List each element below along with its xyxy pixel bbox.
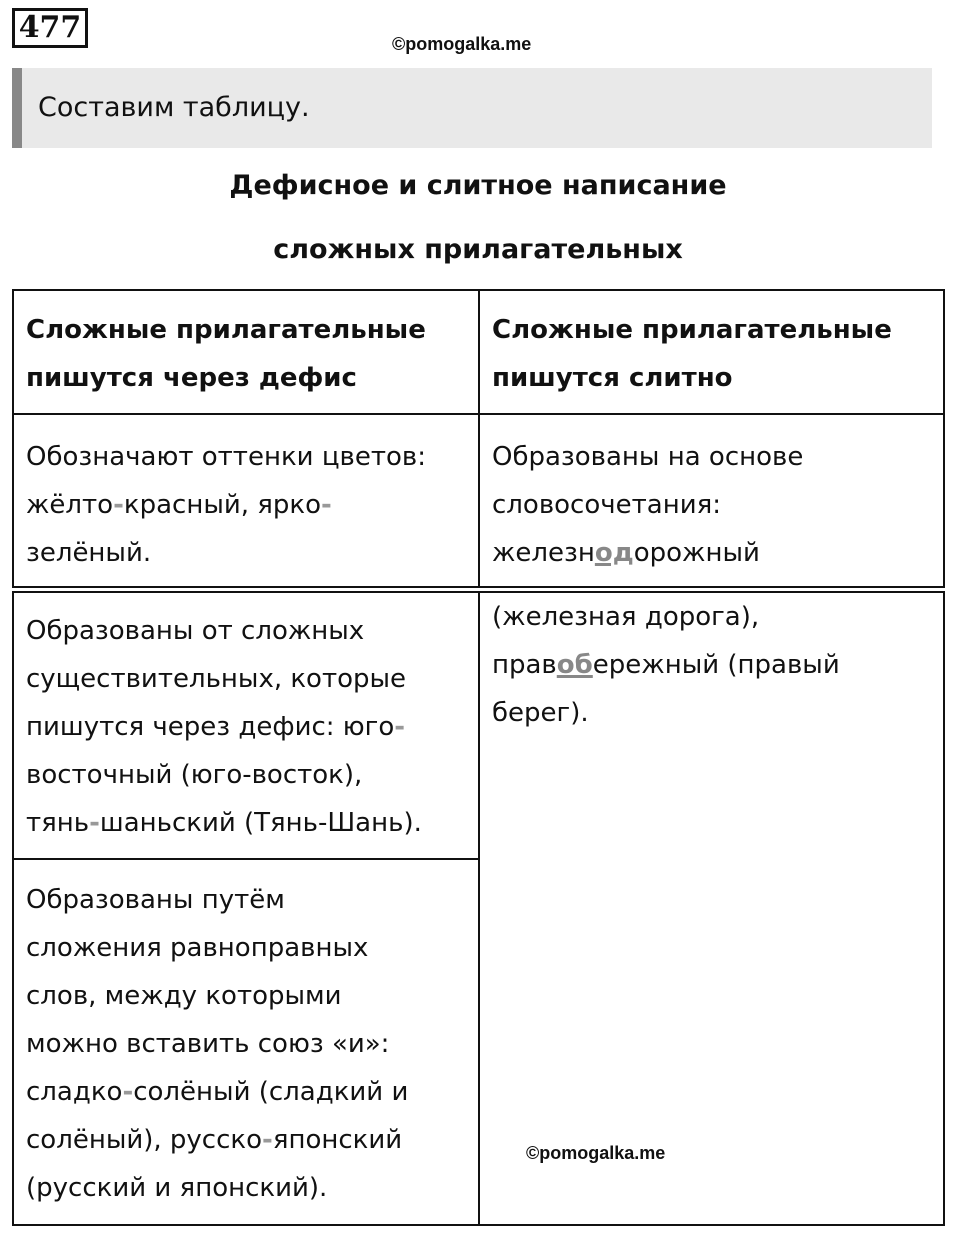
hyphen-mark: - [89,808,100,838]
word-part: прав [492,650,557,680]
hyphen-mark: - [113,490,124,520]
watermark-bottom: ©pomogalka.me [526,1143,666,1163]
left-cell-equal-line-7: (русский и японский). [26,1173,328,1203]
right-cell-continued-line-1: (железная дорога), [492,602,760,632]
left-cell-colors-line-3: зелёный. [26,538,152,568]
word-part: солёный), русско [26,1125,263,1155]
left-cell-nouns [12,591,480,860]
task-number: 477 [12,8,88,48]
table-title-line-1: Дефисное и слитное написание [229,170,727,201]
watermark-top: ©pomogalka.me [392,34,532,54]
left-cell-nouns-line-5 [26,799,466,847]
right-cell-phrase-line-2: словосочетания: [492,490,721,520]
header-solid-line-2: пишутся слитно [492,363,733,393]
hyphen-mark: - [262,1125,273,1155]
left-cell-colors-line-1: Обозначают оттенки цветов: [26,442,426,472]
left-cell-colors-line-2 [26,481,466,529]
left-cell-equal-line-2: сложения равноправных [26,933,369,963]
intro-text: Составим таблицу. [38,92,310,123]
word-part: солёный (сладкий и [133,1077,409,1107]
header-hyphen-line-1: Сложные прилагательные [26,315,426,345]
header-hyphen-line-2: пишутся через дефис [26,363,357,393]
word-part: орожный [633,538,760,568]
table-title-line-2: сложных прилагательных [273,234,683,265]
left-cell-nouns-line-1: Образованы от сложных [26,616,365,646]
left-cell-nouns-line-3 [26,703,466,751]
word-part: железн [492,538,595,568]
left-cell-nouns-line-2: существительных, которые [26,664,407,694]
word-part: ережный (правый [592,650,840,680]
word-part: пишутся через дефис: юго [26,712,395,742]
left-cell-nouns-line-4: восточный (юго-восток), [26,760,363,790]
right-cell-continued-line-3: берег). [492,698,589,728]
left-cell-equal-line-5 [26,1068,466,1116]
connecting-vowel-mark: об [556,650,593,680]
header-hyphen-cell [12,289,480,415]
word-part: японский [272,1125,403,1155]
right-cell-continued [478,591,945,1226]
left-cell-equal-line-3: слов, между которыми [26,981,342,1011]
left-cell-equal-line-6 [26,1116,466,1164]
hyphen-mark: - [122,1077,134,1107]
hyphen-mark: - [394,712,406,742]
header-solid-line-1: Сложные прилагательные [492,315,892,345]
connecting-vowel-mark: од [594,538,634,568]
word-part: тянь [26,808,90,838]
header-solid-cell [478,289,945,415]
hyphen-mark: - [321,490,332,520]
left-cell-equal-words [12,858,480,1226]
intro-box [12,68,932,148]
right-cell-phrase-line-3 [492,529,931,577]
word-part: красный, ярко [123,490,322,520]
word-part: сладко [26,1077,123,1107]
left-cell-equal-line-1: Образованы путём [26,885,285,915]
left-cell-colors [12,413,480,588]
right-cell-phrase [478,413,945,588]
right-cell-continued-line-2 [492,641,931,689]
word-part: жёлто [26,490,114,520]
left-cell-equal-line-4: можно вставить союз «и»: [26,1029,390,1059]
right-cell-phrase-line-1: Образованы на основе [492,442,804,472]
word-part: шаньский (Тянь-Шань). [99,808,422,838]
